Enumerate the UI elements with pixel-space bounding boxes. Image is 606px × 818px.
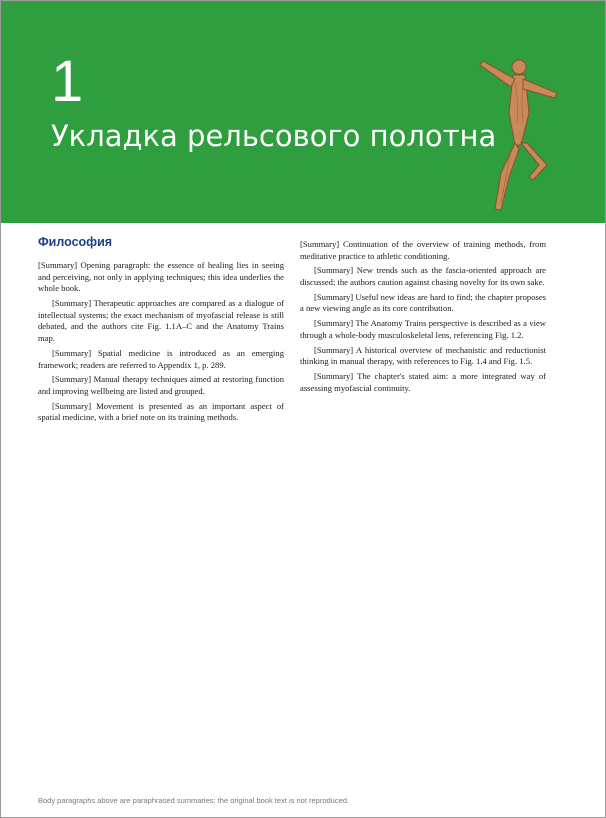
body-paragraph: [Summary] New trends such as the fascia-oriented approach are discussed; the authors caution against chasing novelty for its own sake.	[300, 265, 546, 288]
summary-notice: Body paragraphs above are paraphrased summaries; the original book text is not reproduced.	[38, 796, 350, 805]
chapter-number: 1	[51, 49, 84, 114]
body-paragraph: [Summary] Opening paragraph: the essence of healing lies in seeing and perceiving, not only in applying techniques; this idea underlies the whole book.	[38, 260, 284, 294]
body-column-right	[300, 239, 546, 769]
body-paragraph: [Summary] Movement is presented as an important aspect of spatial medicine, with a brief note on its training methods.	[38, 400, 284, 423]
body-paragraph: [Summary] A historical overview of mechanistic and reductionist thinking in manual therapy, with references to Fig. 1.4 and Fig. 1.5.	[300, 344, 546, 367]
body-paragraph: [Summary] Useful new ideas are hard to find; the chapter proposes a new viewing angle as its core contribution.	[300, 291, 546, 314]
section-heading: Философия	[38, 235, 113, 249]
body-paragraph: [Summary] Spatial medicine is introduced as an emerging framework; readers are referred to Appendix 1, p. 289.	[38, 347, 284, 370]
body-column-left	[38, 260, 284, 790]
body-paragraph: [Summary] Therapeutic approaches are compared as a dialogue of intellectual systems; the exact mechanism of myofascial release is still debated, and the authors cite Fig. 1.1A–C and the Anatomy Trains map.	[38, 298, 284, 344]
anatomical-figure-icon	[463, 53, 571, 213]
body-paragraph: [Summary] The chapter's stated aim: a more integrated way of assessing myofascial continuity.	[300, 370, 546, 393]
body-paragraph: [Summary] Manual therapy techniques aimed at restoring function and improving wellbeing are listed and grouped.	[38, 374, 284, 396]
chapter-header	[1, 1, 605, 223]
body-paragraph: [Summary] The Anatomy Trains perspective is described as a view through a whole-body musculoskeletal lens, referencing Fig. 1.2.	[300, 318, 546, 340]
body-paragraph: [Summary] Continuation of the overview of training methods, from meditative practice to athletic conditioning.	[300, 239, 546, 261]
chapter-title: Укладка рельсового полотна	[51, 119, 497, 153]
